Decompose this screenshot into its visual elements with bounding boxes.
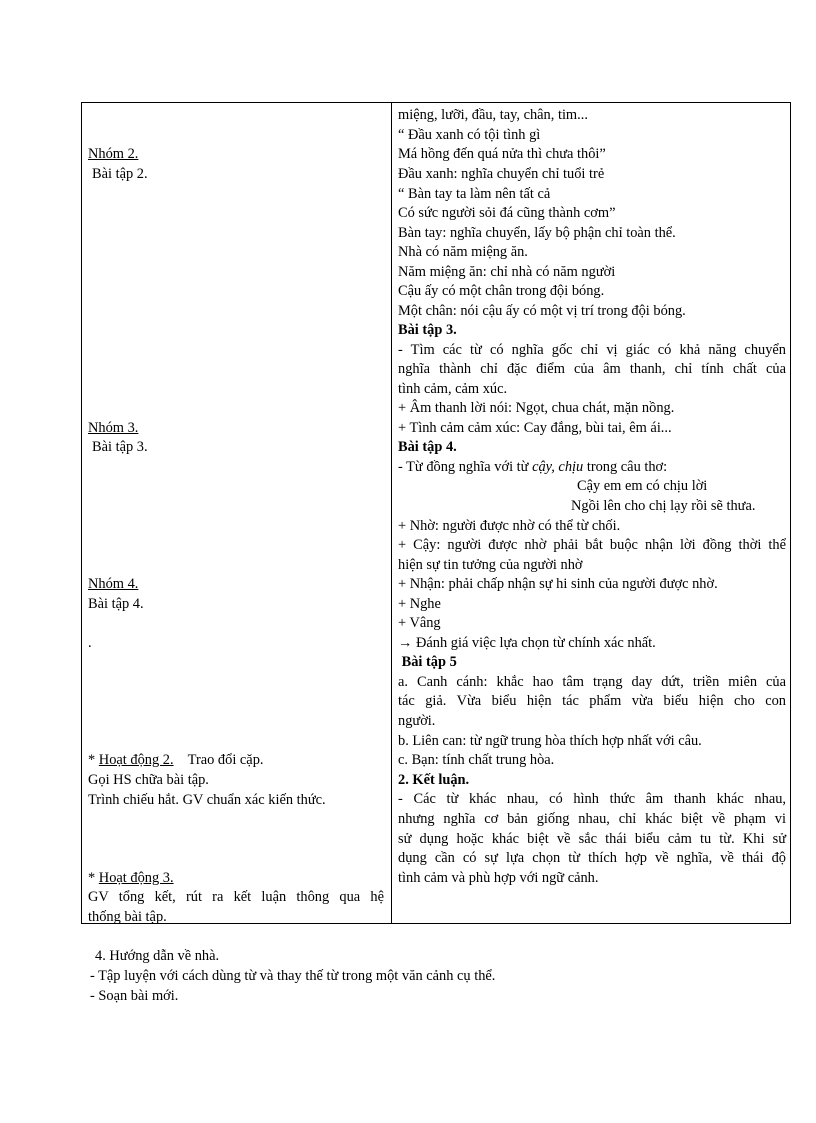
right-line-11: Một chân: nói cậu ấy có một vị trí trong đội bóng. <box>398 303 686 319</box>
poem-line-2: Ngồi lên cho chị lạy rồi sẽ thưa. <box>571 498 756 514</box>
activity-2-line-2: Trình chiếu hắt. GV chuẩn xác kiến thức. <box>88 792 326 808</box>
column-divider <box>391 103 392 923</box>
exercise-3-item-b: + Tình cảm cảm xúc: Cay đắng, bùi tai, êm ái... <box>398 420 672 436</box>
right-line-2: “ Đầu xanh có tội tình gì <box>398 127 541 143</box>
homework-item-1: - Tập luyện với cách dùng từ và thay thế từ trong một văn cảnh cụ thể. <box>90 968 496 984</box>
right-line-3: Má hồng đến quá nửa thì chưa thôi” <box>398 146 606 162</box>
exercise-4-item-c: + Nhận: phải chấp nhận sự hi sinh của người được nhờ. <box>398 576 718 592</box>
right-line-10: Cậu ấy có một chân trong đội bóng. <box>398 283 605 299</box>
activity-2-line-1: Gọi HS chữa bài tập. <box>88 772 209 788</box>
exercise-4-intro <box>398 458 667 476</box>
exercise-5-c: c. Bạn: tính chất trung hòa. <box>398 752 555 768</box>
exercise-3-title: Bài tập 3. <box>398 322 457 338</box>
activity-3-heading <box>88 869 174 887</box>
activity-3-star: * <box>88 870 99 886</box>
activity-3-title: Hoạt động 3. <box>98 870 174 886</box>
exercise-4-intro-pre: - Từ đồng nghĩa với từ <box>398 459 533 475</box>
activity-2-title: Hoạt động 2. <box>98 752 174 768</box>
poem-line-1: Cậy em em có chịu lời <box>577 478 708 494</box>
homework-heading: 4. Hướng dẫn về nhà. <box>95 948 220 964</box>
exercise-3-label: Bài tập 3. <box>92 439 148 455</box>
group-2-heading: Nhóm 2. <box>88 146 139 162</box>
exercise-5-a-2: tác giả. Vừa biểu hiện tác phẩm vừa biểu hiện cho con <box>398 693 786 709</box>
right-line-4: Đầu xanh: nghĩa chuyển chỉ tuổi trẻ <box>398 166 605 182</box>
right-line-7: Bàn tay: nghĩa chuyển, lấy bộ phận chỉ toàn thể. <box>398 225 676 241</box>
exercise-4-title: Bài tập 4. <box>398 439 457 455</box>
right-line-6: Có sức người sỏi đá cũng thành cơm” <box>398 205 616 221</box>
exercise-4-item-b-1: + Cậy: người được nhờ phải bắt buộc nhận lời đồng thời thể <box>398 537 786 553</box>
exercise-5-a-3: người. <box>398 713 436 729</box>
right-line-8: Nhà có năm miệng ăn. <box>398 244 528 260</box>
exercise-5-b: b. Liên can: từ ngữ trung hòa thích hợp nhất với câu. <box>398 733 702 749</box>
right-line-5: “ Bàn tay ta làm nên tất cả <box>398 186 551 202</box>
conclusion-title: 2. Kết luận. <box>398 772 470 788</box>
activity-3-line-1: GV tổng kết, rút ra kết luận thông qua hệ <box>88 889 384 905</box>
exercise-4-item-d: + Nghe <box>398 596 441 612</box>
activity-2-heading <box>88 751 264 769</box>
conclusion-line-1: - Các từ khác nhau, có hình thức âm thanh khác nhau, <box>398 791 786 807</box>
activity-2-subtitle: Trao đổi cặp. <box>173 752 264 768</box>
lesson-table <box>81 102 791 924</box>
exercise-4-intro-post: trong câu thơ: <box>583 459 668 475</box>
activity-3-line-2: thống bài tập. <box>88 909 167 925</box>
activity-2-star: * <box>88 752 99 768</box>
exercise-4-intro-italic: cậy, chịu <box>532 459 584 475</box>
exercise-2-label: Bài tập 2. <box>92 166 148 182</box>
exercise-5-a-1: a. Canh cánh: khắc hao tâm trạng day dứt, triền miên của <box>398 674 786 690</box>
arrow-right-icon: → <box>398 635 413 651</box>
stray-dot: . <box>88 635 92 651</box>
exercise-4-item-b-2: hiện sự tin tưởng của người nhờ <box>398 557 583 573</box>
exercise-4-conclusion-text: Đánh giá việc lựa chọn từ chính xác nhất. <box>412 635 656 651</box>
exercise-3-item-a: + Âm thanh lời nói: Ngọt, chua chát, mặn nồng. <box>398 400 675 416</box>
conclusion-line-2: nhưng nghĩa cơ bản giống nhau, chỉ khác biệt về phạm vi <box>398 811 786 827</box>
exercise-3-desc-1: - Tìm các từ có nghĩa gốc chỉ vị giác có khả năng chuyển <box>398 342 786 358</box>
exercise-3-desc-3: tình cảm, cảm xúc. <box>398 381 508 397</box>
conclusion-line-5: tình cảm và phù hợp với ngữ cảnh. <box>398 870 599 886</box>
exercise-4-item-e: + Vâng <box>398 615 441 631</box>
group-4-heading: Nhóm 4. <box>88 576 139 592</box>
exercise-5-title: Bài tập 5 <box>398 654 457 670</box>
right-line-1: miệng, lưỡi, đầu, tay, chân, tim... <box>398 107 588 123</box>
exercise-4-conclusion <box>398 634 656 652</box>
right-line-9: Năm miệng ăn: chỉ nhà có năm người <box>398 264 616 280</box>
exercise-4-label: Bài tập 4. <box>88 596 144 612</box>
conclusion-line-3: sử dụng hoặc khác biệt về sắc thái biểu cảm tu từ. Khi sử <box>398 831 786 847</box>
conclusion-line-4: dụng cần có sự lựa chọn từ thích hợp về nghĩa, về thái độ <box>398 850 786 866</box>
group-3-heading: Nhóm 3. <box>88 420 139 436</box>
homework-item-2: - Soạn bài mới. <box>90 988 179 1004</box>
exercise-4-item-a: + Nhờ: người được nhờ có thể từ chối. <box>398 518 621 534</box>
exercise-3-desc-2: nghĩa thành chỉ đặc điểm của âm thanh, chỉ tính chất của <box>398 361 786 377</box>
